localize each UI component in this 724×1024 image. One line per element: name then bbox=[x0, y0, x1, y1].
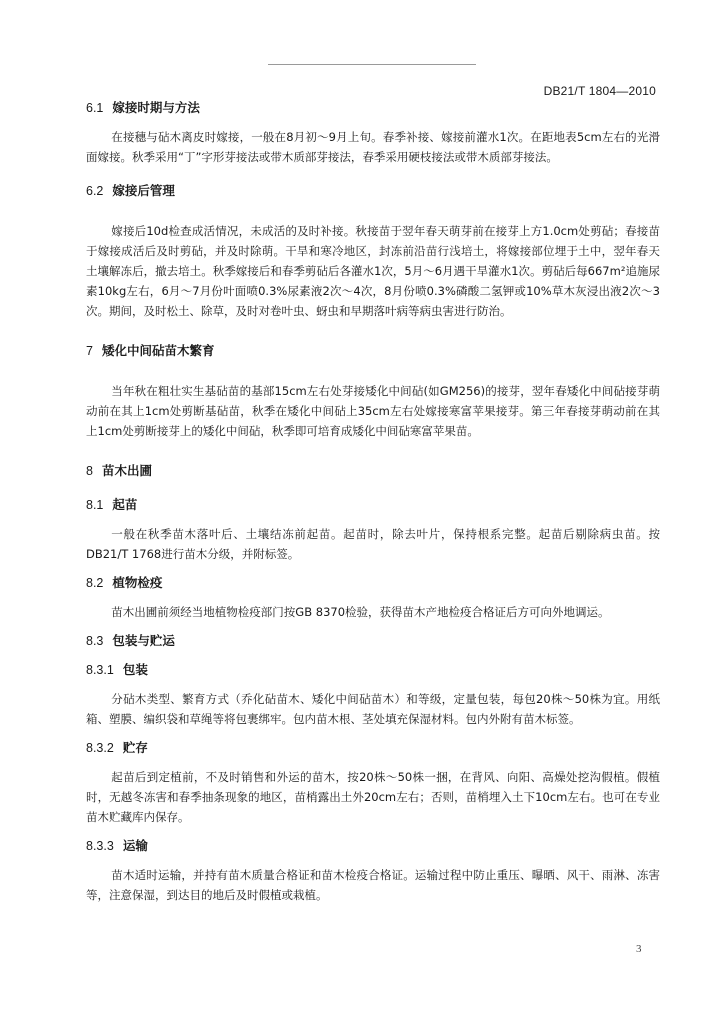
paragraph: 当年秋在粗壮实生基砧苗的基部15cm左右处芽接矮化中间砧(如GM256)的接芽，翌年春矮化中间砧接芽萌动前在其上1cm处剪断基砧苗，秋季在矮化中间砧上35cm左右处嫁接寒富苹果接芽。第三年春接芽萌动前在其上1cm处剪断接芽上的矮化中间砧，秋季即可培育成矮化中间砧寒富苹果苗。 bbox=[86, 384, 660, 438]
section-heading bbox=[86, 836, 660, 856]
section-heading bbox=[86, 495, 660, 515]
paragraph: 起苗后到定植前，不及时销售和外运的苗木，按20株～50株一捆，在背风、向阳、高燥处挖沟假植。假植时，无越冬冻害和春季抽条现象的地区，苗梢露出土外20cm左右；否则，苗梢埋入土下10cm左右。也可在专业苗木贮藏库内保存。 bbox=[86, 770, 660, 824]
section-heading bbox=[86, 98, 660, 118]
section-heading bbox=[86, 181, 660, 201]
section-heading bbox=[86, 631, 660, 651]
paragraph: 分砧木类型、繁育方式（乔化砧苗木、矮化中间砧苗木）和等级，定量包装，每包20株～50株为宜。用纸箱、塑膜、编织袋和草绳等将包裹绑牢。包内苗木根、茎处填充保湿材料。包内外附有苗木标签。 bbox=[86, 692, 660, 726]
section-title: 起苗 bbox=[112, 497, 138, 512]
section-title: 苗木出圃 bbox=[101, 463, 152, 478]
section-title: 包装 bbox=[122, 662, 148, 677]
section-title: 包装与贮运 bbox=[112, 633, 175, 648]
paragraph: 在接穗与砧木离皮时嫁接，一般在8月初～9月上旬。春季补接、嫁接前灌水1次。在距地表5cm左右的光滑面嫁接。秋季采用“丁”字形芽接法或带木质部芽接法，春季采用硬枝接法或带木质部芽接法。 bbox=[86, 130, 660, 164]
section-title: 运输 bbox=[122, 838, 148, 853]
section-number: 7 bbox=[86, 344, 93, 358]
section-number: 6.2 bbox=[86, 184, 104, 198]
section-number: 8.1 bbox=[86, 498, 104, 512]
section-number: 8.2 bbox=[86, 576, 104, 590]
page-number: 3 bbox=[636, 943, 642, 955]
section-number: 8.3.3 bbox=[86, 839, 114, 853]
document-body bbox=[86, 98, 660, 905]
section-heading bbox=[86, 738, 660, 758]
section-title: 嫁接后管理 bbox=[112, 183, 175, 198]
paragraph: 苗木出圃前须经当地植物检疫部门按GB 8370检验，获得苗木产地检疫合格证后方可向外地调运。 bbox=[111, 605, 610, 619]
section-heading bbox=[86, 461, 660, 481]
section-title: 贮存 bbox=[122, 740, 148, 755]
section-number: 6.1 bbox=[86, 101, 104, 115]
section-number: 8.3.2 bbox=[86, 741, 114, 755]
section-heading bbox=[86, 573, 660, 593]
paragraph: 苗木适时运输，并持有苗木质量合格证和苗木检疫合格证。运输过程中防止重压、曝晒、风干、雨淋、冻害等，注意保湿，到达目的地后及时假植或栽植。 bbox=[86, 868, 660, 902]
section-title: 矮化中间砧苗木繁育 bbox=[101, 343, 215, 358]
section-title: 嫁接时期与方法 bbox=[112, 100, 200, 115]
section-heading bbox=[86, 660, 660, 680]
section-heading bbox=[86, 341, 660, 361]
paragraph: 嫁接后10d检查成活情况，未成活的及时补接。秋接苗于翌年春天萌芽前在接芽上方1.0cm处剪砧；春接苗于嫁接成活后及时剪砧，并及时除萌。干旱和寒冷地区，封冻前沿苗行浅培土，将嫁接部位埋于土中，翌年春天土壤解冻后，撤去培土。秋季嫁接后和春季剪砧后各灌水1次，5月～6月遇干旱灌水1次。剪砧后每667m²追施尿素10kg左右，6月～7月份叶面喷0.3%尿素液2次～4次，8月份喷0.3%磷酸二氢钾或10%草木灰浸出液2次～3次。期间，及时松土、除草，及时对卷叶虫、蚜虫和早期落叶病等病虫害进行防治。 bbox=[86, 224, 660, 318]
section-number: 8.3 bbox=[86, 634, 104, 648]
section-number: 8.3.1 bbox=[86, 663, 114, 677]
standard-code: DB21/T 1804—2010 bbox=[543, 84, 656, 98]
section-number: 8 bbox=[86, 464, 93, 478]
paragraph: 一般在秋季苗木落叶后、土壤结冻前起苗。起苗时，除去叶片，保持根系完整。起苗后剔除病虫苗。按DB21/T 1768进行苗木分级，并附标签。 bbox=[86, 527, 660, 561]
section-title: 植物检疫 bbox=[112, 575, 163, 590]
header-rule bbox=[268, 64, 476, 65]
